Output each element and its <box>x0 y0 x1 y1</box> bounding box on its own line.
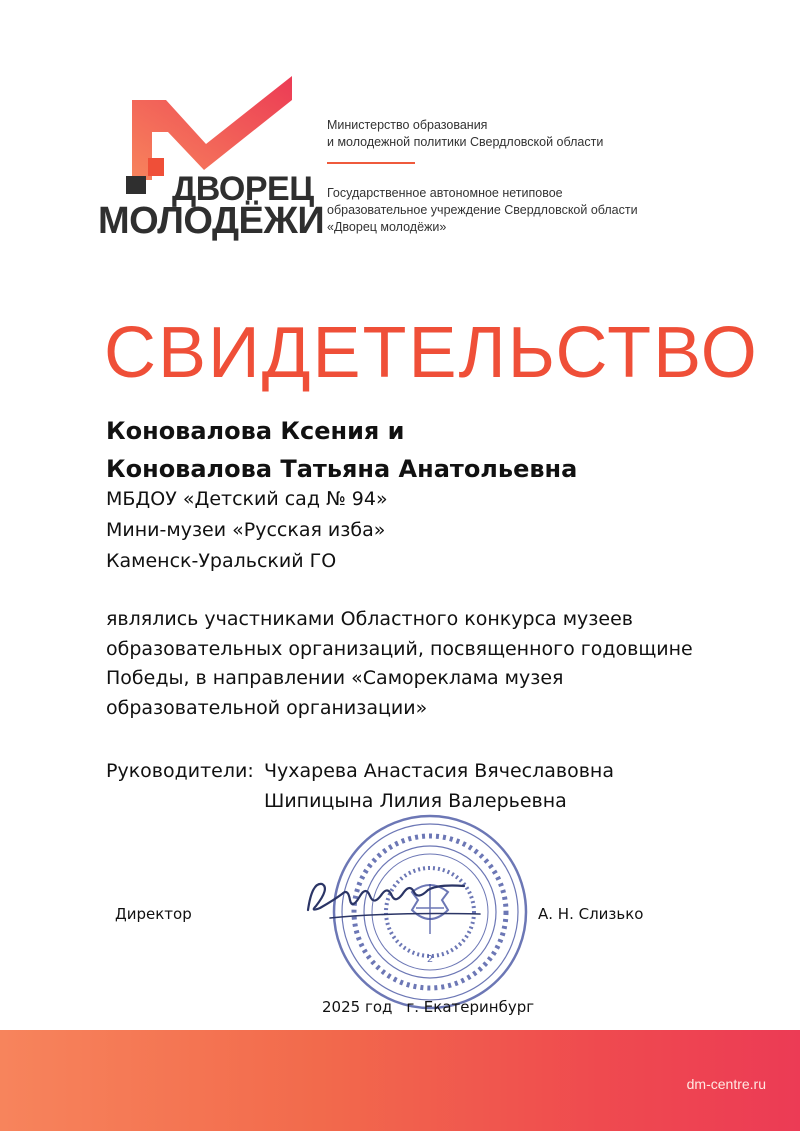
description-line: являлись участниками Областного конкурса музеев <box>106 608 633 630</box>
institution-line: образовательное учреждение Свердловской области <box>327 203 638 217</box>
issue-place-date <box>322 998 548 1016</box>
leaders-label: Руководители: <box>106 760 254 782</box>
description-line: Победы, в направлении «Самореклама музея <box>106 667 564 689</box>
detail-line: Мини-музеи «Русская изба» <box>106 519 386 541</box>
institution-line: Государственное автономное нетиповое <box>327 186 563 200</box>
description-line: образовательной организации» <box>106 696 428 719</box>
logo-text-top: ДВОРЕЦ <box>172 170 314 208</box>
certificate-title: СВИДЕТЕЛЬСТВО <box>104 313 759 393</box>
ministry-line: и молодежной политики Свердловской области <box>327 135 604 149</box>
recipient-details <box>106 484 388 577</box>
website-link[interactable]: dm-centre.ru <box>686 1076 766 1092</box>
institution-name <box>327 185 638 236</box>
ministry-line: Министерство образования <box>327 118 488 132</box>
logo <box>96 72 325 242</box>
recipient-name: Коновалова Ксения и <box>106 417 405 445</box>
header-divider <box>327 162 415 164</box>
detail-line: Каменск-Уральский ГО <box>106 550 337 572</box>
detail-line: МБДОУ «Детский сад № 94» <box>106 488 388 510</box>
recipient-name: Коновалова Татьяна Анатольевна <box>106 455 578 483</box>
signature-icon <box>300 860 490 930</box>
issue-year: 2025 год <box>322 998 393 1016</box>
certificate-description <box>106 605 693 723</box>
institution-line: «Дворец молодёжи» <box>327 220 447 234</box>
issue-city: г. Екатеринбург <box>406 998 535 1016</box>
recipients <box>106 412 577 488</box>
director-name: А. Н. Слизько <box>538 905 644 923</box>
footer-band <box>0 1030 800 1131</box>
leaders-block <box>106 756 614 816</box>
leader-name: Шипицына Лилия Валерьевна <box>264 790 567 812</box>
director-role: Директор <box>115 905 192 923</box>
logo-text-bottom: МОЛОДЁЖИ <box>98 200 325 242</box>
stamp-number: 2 <box>426 954 434 965</box>
leader-name: Чухарева Анастасия Вячеславовна <box>264 760 614 782</box>
ministry-name <box>327 117 603 151</box>
description-line: образовательных организаций, посвященного годовщине <box>106 637 693 660</box>
